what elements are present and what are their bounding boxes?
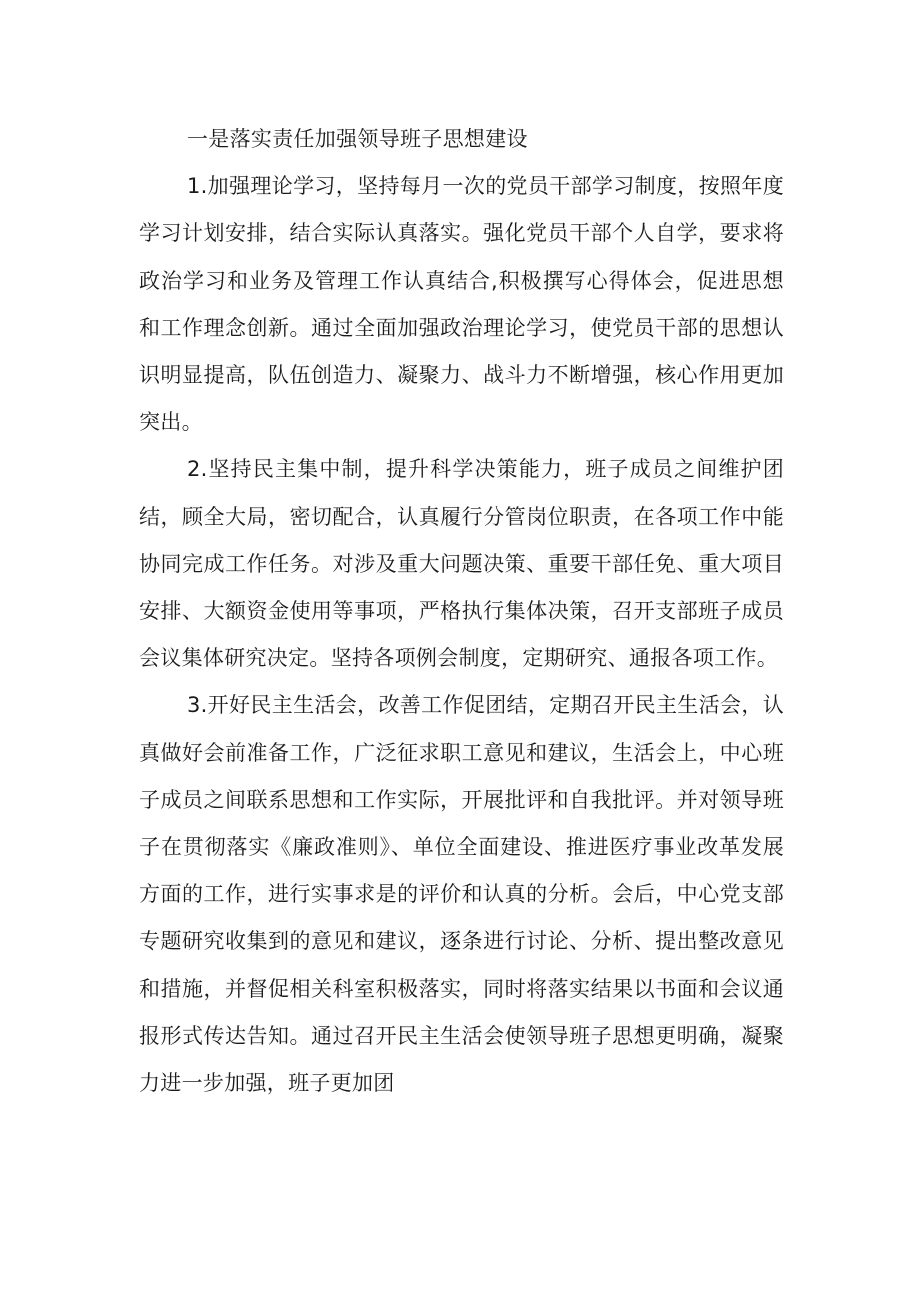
section-heading: 一是落实责任加强领导班子思想建设 <box>187 127 528 151</box>
paragraph-1: 1.加强理论学习，坚持每月一次的党员干部学习制度，按照年度学习计划安排，结合实际认真落实。强化党员干部个人自学，要求将政治学习和业务及管理工作认真结合,积极撰写心得体会，促进思想和工作理念创新。通过全面加强政治理论学习，使党员干部的思想认识明显提高，队伍创造力、凝聚力、战斗力不断增强，核心作用更加突出。 <box>139 174 784 435</box>
document-body <box>139 116 784 1107</box>
paragraph-3: 3.开好民主生活会，改善工作促团结，定期召开民主生活会，认真做好会前准备工作，广泛征求职工意见和建议，生活会上，中心班子成员之间联系思想和工作实际，开展批评和自我批评。并对领导班子在贯彻落实《廉政准则》、单位全面建设、推进医疗事业改革发展方面的工作，进行实事求是的评价和认真的分析。会后，中心党支部专题研究收集到的意见和建议，逐条进行讨论、分析、提出整改意见和措施，并督促相关科室积极落实，同时将落实结果以书面和会议通报形式传达告知。通过召开民主生活会使领导班子思想更明确，凝聚力进一步加强，班子更加团 <box>139 693 784 1096</box>
paragraph-2: 2.坚持民主集中制，提升科学决策能力，班子成员之间维护团结，顾全大局，密切配合，认真履行分管岗位职责，在各项工作中能协同完成工作任务。对涉及重大问题决策、重要干部任免、重大项目安排、大额资金使用等事项，严格执行集体决策，召开支部班子成员会议集体研究决定。坚持各项例会制度，定期研究、通报各项工作。 <box>139 457 784 671</box>
